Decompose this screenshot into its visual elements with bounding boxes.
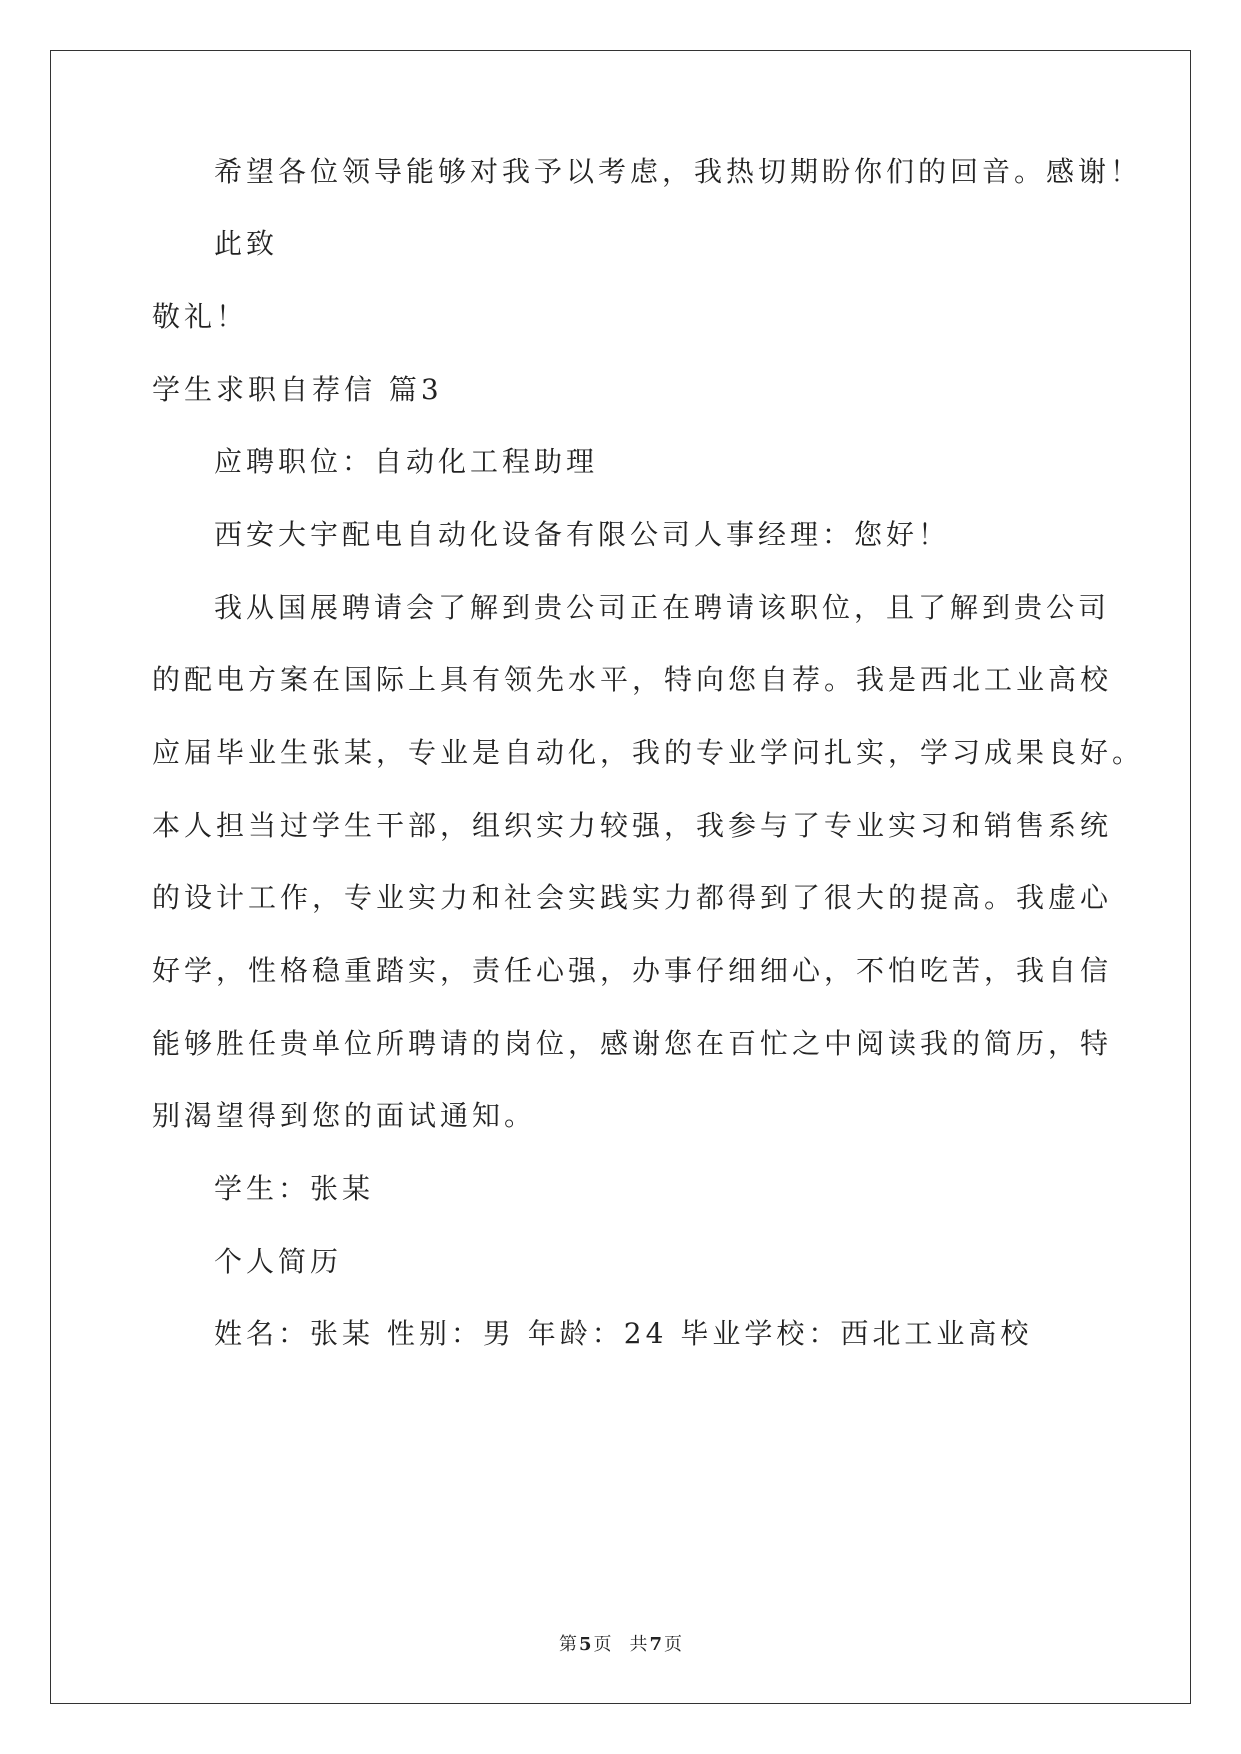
- signature-line: 学生：张某: [214, 1172, 375, 1205]
- section-heading: 学生求职自荐信 篇3: [152, 373, 443, 406]
- closing-salutation: 此致: [214, 227, 279, 260]
- paragraph-line: 的设计工作，专业实力和社会实践实力都得到了很大的提高。我虚心: [152, 881, 1113, 914]
- paragraph-line: 我从国展聘请会了解到贵公司正在聘请该职位，且了解到贵公司: [214, 591, 1111, 624]
- paragraph-line: 应届毕业生张某，专业是自动化，我的专业学问扎实，学习成果良好。: [152, 736, 1145, 769]
- page-mid: 页 共: [593, 1634, 648, 1655]
- page-current: 5: [578, 1634, 592, 1655]
- paragraph-line: 的配电方案在国际上具有领先水平，特向您自荐。我是西北工业高校: [152, 663, 1113, 696]
- resume-heading: 个人简历: [214, 1245, 343, 1278]
- paragraph-line: 本人担当过学生干部，组织实力较强，我参与了专业实习和销售系统: [152, 809, 1113, 842]
- greeting-line: 西安大宇配电自动化设备有限公司人事经理：您好！: [214, 518, 951, 551]
- closing-respect: 敬礼！: [152, 300, 249, 333]
- page-total: 7: [649, 1634, 663, 1655]
- resume-info-line: 姓名：张某 性别：男 年龄：24 毕业学校：西北工业高校: [214, 1317, 1033, 1350]
- page-suffix: 页: [664, 1634, 683, 1655]
- paragraph-line: 别渴望得到您的面试通知。: [152, 1099, 537, 1132]
- page-prefix: 第: [558, 1634, 577, 1655]
- paragraph-line: 能够胜任贵单位所聘请的岗位，感谢您在百忙之中阅读我的简历，特: [152, 1027, 1113, 1060]
- position-line: 应聘职位：自动化工程助理: [214, 445, 599, 478]
- paragraph-line: 好学，性格稳重踏实，责任心强，办事仔细细心，不怕吃苦，我自信: [152, 954, 1113, 987]
- paragraph-line: 希望各位领导能够对我予以考虑，我热切期盼你们的回音。感谢！: [214, 155, 1143, 188]
- page-footer: [0, 1630, 1241, 1656]
